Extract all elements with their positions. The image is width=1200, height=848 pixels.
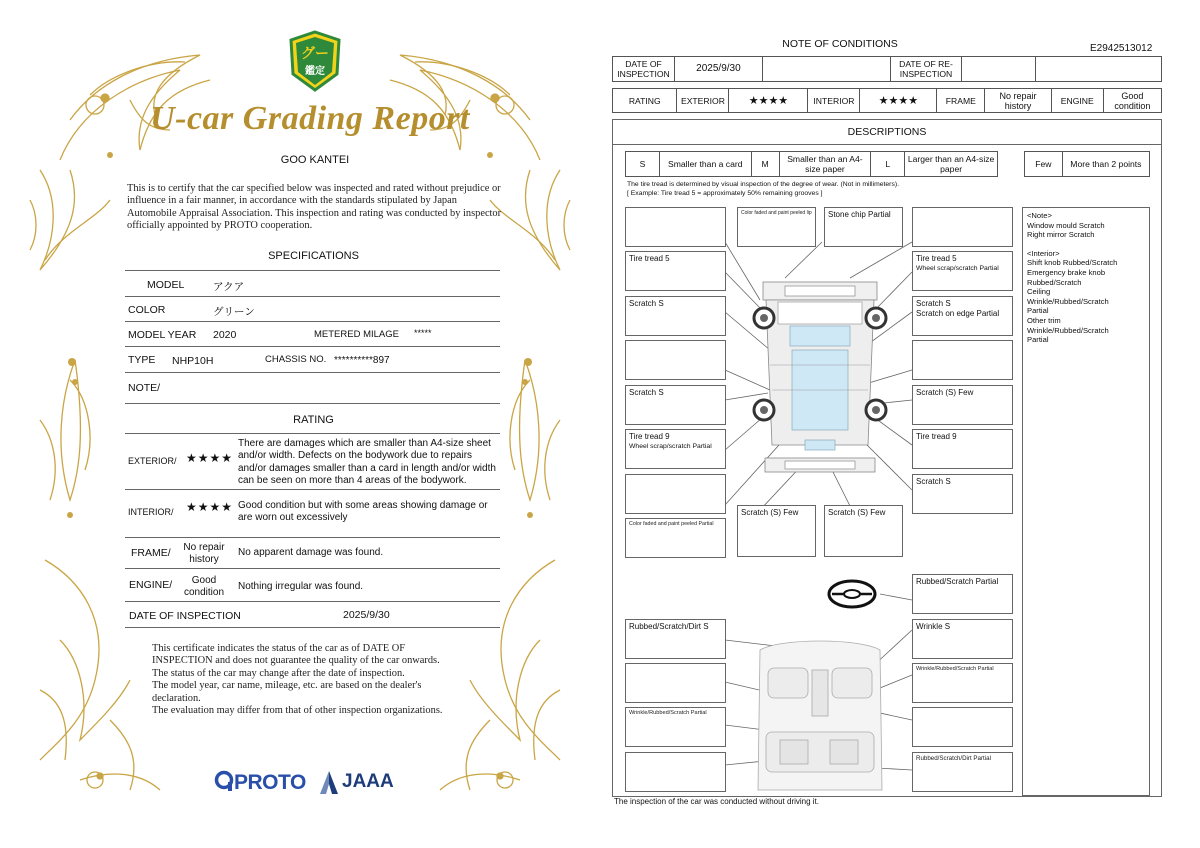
- jaaa-mark-icon: [318, 770, 340, 796]
- tire-note-line: The tire tread is determined by visual inspection of the degree of wear. (Not in millimeters).: [627, 181, 899, 188]
- date-of-inspection-value: 2025/9/30: [343, 609, 390, 621]
- inspection-footnote: The inspection of the car was conducted without driving it.: [614, 797, 819, 806]
- divider: [125, 568, 500, 569]
- tire-tread-note: [627, 180, 967, 198]
- condition-box-tire-rear-right: [912, 429, 1013, 469]
- condition-subtext: Wheel scrap/scratch Partial: [916, 265, 999, 272]
- date-of-inspection-label: DATE OF INSPECTION: [613, 57, 675, 82]
- note-heading: <Note>: [1027, 211, 1052, 220]
- svg-text:グー: グー: [301, 45, 329, 61]
- date-of-inspection-label: DATE OF INSPECTION: [129, 610, 241, 622]
- legend-s-desc: Smaller than a card: [659, 152, 751, 177]
- condition-text: Scratch S: [916, 477, 951, 486]
- condition-text: Color faded and paint peeled lip: [741, 210, 812, 216]
- engine-label: ENGINE/: [129, 579, 173, 591]
- descriptions-heading: DESCRIPTIONS: [612, 119, 1162, 145]
- model-year-value: 2020: [213, 329, 237, 341]
- condition-box-steering: [912, 574, 1013, 614]
- condition-box-blank: [625, 474, 726, 514]
- frame-label: FRAME: [937, 89, 985, 113]
- condition-text: Tire tread 5: [916, 254, 957, 263]
- specifications-heading: SPECIFICATIONS: [268, 250, 359, 262]
- condition-text: Scratch S: [629, 299, 664, 308]
- chassis-label: CHASSIS NO.: [265, 354, 327, 365]
- exterior-description: There are damages which are smaller than A4-size sheet and/or width. Defects on the bodywork due to repairs and/or damages smaller than a card in length and/or width can be seen on more than 4 areas of the bodywork.: [238, 438, 496, 486]
- condition-box-front-bumper: [824, 207, 903, 247]
- condition-box-interior-center: [912, 663, 1013, 703]
- jaaa-logo-text: JAAA: [342, 771, 394, 792]
- condition-text: Tire tread 9: [629, 432, 670, 441]
- condition-box-rear-bumper-left: [737, 505, 816, 557]
- condition-box-blank: [912, 207, 1013, 247]
- tire-note-line: [ Example: Tire tread 5 = approximately 50% remaining grooves ]: [627, 190, 823, 197]
- divider: [125, 321, 500, 322]
- condition-box-blank: [912, 340, 1013, 380]
- note-line: Right mirror Scratch: [1027, 230, 1095, 240]
- interior-stars: ★★★★: [860, 89, 937, 113]
- condition-box-blank: [625, 663, 726, 703]
- condition-box-front-lip: [737, 207, 816, 247]
- engine-description: Nothing irregular was found.: [238, 581, 364, 592]
- disclaimer-line: declaration.: [152, 692, 201, 704]
- note-line: Other trim: [1027, 315, 1061, 325]
- size-legend: [625, 151, 998, 177]
- metered-mileage-label: METERED MILAGE: [314, 329, 399, 340]
- inspection-dates-table: [612, 56, 1162, 82]
- interior-notes: [1027, 249, 1145, 345]
- divider: [125, 296, 500, 297]
- condition-text: Stone chip Partial: [828, 210, 891, 219]
- divider: [125, 489, 500, 490]
- date-of-inspection-value: 2025/9/30: [674, 57, 762, 82]
- frame-label: FRAME/: [131, 547, 171, 559]
- frame-description: No apparent damage was found.: [238, 547, 384, 558]
- condition-subtext: Wheel scrap/scratch Partial: [629, 443, 712, 450]
- chassis-value: **********897: [334, 355, 390, 366]
- rating-label: RATING: [613, 89, 677, 113]
- condition-box-blank: [625, 340, 726, 380]
- report-title: U-car Grading Report: [150, 100, 470, 137]
- condition-text: Tire tread 9: [916, 432, 957, 441]
- model-label: MODEL: [147, 279, 185, 291]
- interior-stars: ★★★★: [186, 500, 234, 514]
- legend-s-label: S: [626, 152, 660, 177]
- note-line: Wrinkle/Rubbed/Scratch: [1027, 325, 1109, 335]
- engine-value: Good condition: [1103, 89, 1161, 113]
- condition-box-interior-front-right: [912, 619, 1013, 659]
- note-line: Partial: [1027, 306, 1049, 316]
- engine-value: Good condition: [183, 575, 225, 598]
- condition-text: Rubbed/Scratch/Dirt Partial: [916, 755, 991, 762]
- condition-box-rear-seat: [912, 752, 1013, 792]
- condition-text: Color faded and paint peeled Partial: [629, 521, 714, 527]
- condition-box-left-door: [625, 385, 726, 425]
- divider: [125, 601, 500, 602]
- disclaimer-line: INSPECTION and does not guarantee the quality of the car onwards.: [152, 655, 440, 667]
- condition-box-tire-rear-left: [625, 429, 726, 469]
- legend-few-desc: More than 2 points: [1062, 152, 1149, 177]
- note-line: Ceiling: [1027, 287, 1051, 297]
- legend-l-label: L: [871, 152, 905, 177]
- condition-text: Rubbed/Scratch/Dirt S: [629, 622, 709, 631]
- condition-text: Scratch S: [629, 388, 664, 397]
- exterior-stars: ★★★★: [729, 89, 808, 113]
- legend-l-desc: Larger than an A4-size paper: [905, 152, 998, 177]
- divider: [125, 537, 500, 538]
- condition-text: Wrinkle/Rubbed/Scratch Partial: [629, 710, 707, 716]
- date-of-reinspection-label: DATE OF RE-INSPECTION: [890, 57, 962, 82]
- condition-box-rear-bumper-right: [824, 505, 903, 557]
- interior-description: Good condition but with some areas showing damage or are worn out excessively: [238, 500, 488, 524]
- interior-heading: <Interior>: [1027, 248, 1060, 258]
- disclaimer-line: This certificate indicates the status of the car as of DATE OF: [152, 643, 406, 654]
- condition-box-rear-left: [625, 518, 726, 558]
- condition-box-front-left-fender: [625, 296, 726, 336]
- condition-box-interior-front-left: [625, 619, 726, 659]
- condition-text: Scratch (S) Few: [916, 388, 974, 397]
- exterior-label: EXTERIOR/: [128, 456, 177, 466]
- note-label: NOTE/: [128, 382, 161, 394]
- empty-cell: [762, 57, 890, 82]
- note-line: Shift knob Rubbed/Scratch: [1027, 258, 1118, 268]
- interior-label: INTERIOR: [808, 89, 860, 113]
- condition-box-tire-front-right: [912, 251, 1013, 291]
- legend-m-label: M: [751, 152, 779, 177]
- frame-value: No repair history: [985, 89, 1052, 113]
- certification-intro: This is to certify that the car specified below was inspected and rated without prejudice or influence in a fair manner, in accordance with the standards stipulated by Japan Automobile Appraisal Association. This inspection and rating was conducted by inspector officially appointed by PROTO cooperation.: [127, 183, 502, 232]
- interior-label: INTERIOR/: [128, 507, 174, 517]
- divider: [125, 627, 500, 628]
- exterior-notes: [1027, 211, 1145, 240]
- condition-box-blank: [625, 207, 726, 247]
- model-value: アクア: [213, 281, 245, 293]
- note-line: Partial: [1027, 335, 1049, 345]
- frame-value: No repair history: [183, 542, 225, 565]
- disclaimer: [152, 643, 482, 717]
- condition-text: Scratch S: [916, 299, 951, 308]
- metered-mileage-value: *****: [414, 328, 432, 338]
- divider: [125, 346, 500, 347]
- type-value: NHP10H: [172, 355, 214, 367]
- condition-box-rear-right-quarter: [912, 474, 1013, 514]
- document-code: E2942513012: [1090, 43, 1153, 54]
- model-year-label: MODEL YEAR: [128, 329, 197, 341]
- condition-box-blank: [625, 752, 726, 792]
- date-of-reinspection-value: [962, 57, 1036, 82]
- condition-box-front-right-fender: [912, 296, 1013, 336]
- proto-logo: [214, 770, 306, 795]
- few-legend: [1024, 151, 1150, 177]
- report-subtitle: GOO KANTEI: [280, 154, 350, 166]
- condition-text: Tire tread 5: [629, 254, 670, 263]
- note-line: Wrinkle/Rubbed/Scratch: [1027, 296, 1109, 306]
- condition-subtext: Scratch on edge Partial: [916, 309, 1000, 318]
- exterior-stars: ★★★★: [186, 451, 234, 465]
- divider: [125, 270, 500, 271]
- proto-mark-icon: [214, 770, 234, 792]
- notes-panel: [1022, 207, 1150, 796]
- goo-kantei-badge-icon: [287, 30, 343, 92]
- condition-text: Wrinkle S: [916, 622, 951, 631]
- exterior-label: EXTERIOR: [677, 89, 729, 113]
- note-line: Emergency brake knob: [1027, 267, 1106, 277]
- disclaimer-line: The model year, car name, mileage, etc. are based on the dealer's: [152, 680, 422, 692]
- rating-summary-table: [612, 88, 1162, 113]
- divider: [125, 403, 500, 404]
- disclaimer-line: The evaluation may differ from that of other inspection organizations.: [152, 705, 443, 717]
- divider: [125, 433, 500, 434]
- condition-text: Scratch (S) Few: [741, 508, 799, 517]
- svg-text:鑑定: 鑑定: [305, 66, 325, 77]
- legend-m-desc: Smaller than an A4-size paper: [779, 152, 871, 177]
- legend-few-label: Few: [1025, 152, 1063, 177]
- logos: [210, 770, 410, 798]
- condition-text: Rubbed/Scratch Partial: [916, 577, 999, 586]
- rating-heading: RATING: [293, 414, 334, 426]
- note-line: Window mould Scratch: [1027, 220, 1105, 230]
- condition-box-blank: [912, 707, 1013, 747]
- condition-text: Wrinkle/Rubbed/Scratch Partial: [916, 666, 994, 672]
- divider: [125, 372, 500, 373]
- color-value: グリーン: [213, 306, 255, 318]
- empty-cell: [1036, 57, 1162, 82]
- condition-box-interior-left-trim: [625, 707, 726, 747]
- note-line: Rubbed/Scratch: [1027, 277, 1082, 287]
- type-label: TYPE: [128, 354, 156, 366]
- condition-box-tire-front-left: [625, 251, 726, 291]
- condition-text: Scratch (S) Few: [828, 508, 886, 517]
- color-label: COLOR: [128, 304, 166, 316]
- condition-box-right-door: [912, 385, 1013, 425]
- conditions-title: NOTE OF CONDITIONS: [782, 38, 898, 50]
- engine-label: ENGINE: [1051, 89, 1103, 113]
- disclaimer-line: The status of the car may change after the date of inspection.: [152, 667, 405, 679]
- proto-logo-text: PROTO: [234, 771, 306, 794]
